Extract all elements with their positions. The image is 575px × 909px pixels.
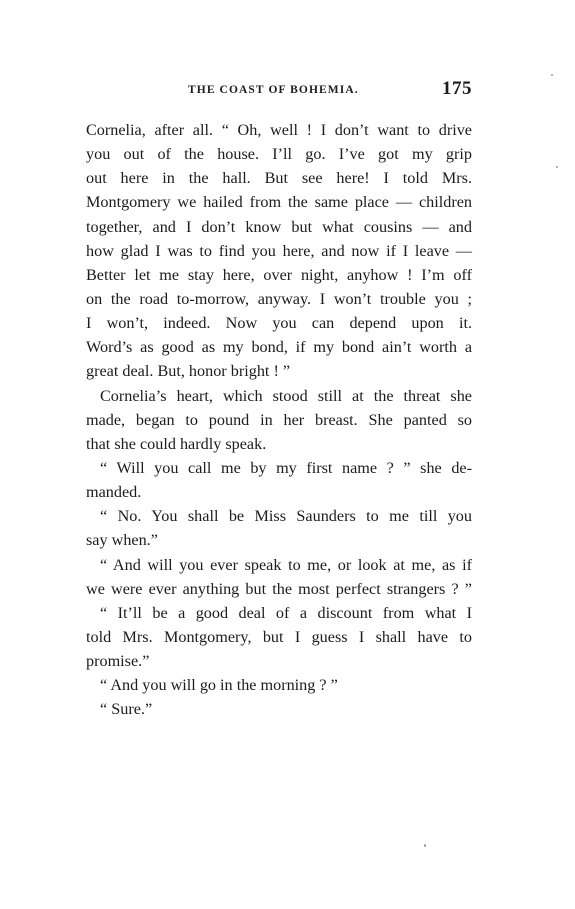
running-head: [86, 78, 472, 102]
body-text: [86, 118, 472, 722]
text-line: made, began to pound in her breast. She panted so: [86, 410, 472, 429]
paper-speck: [424, 844, 426, 847]
text-line: “ And you will go in the morning ? ”: [100, 676, 338, 695]
text-line: “ No. You shall be Miss Saunders to me till you: [100, 507, 472, 526]
text-line: “ Will you call me by my first name ? ” she de-: [100, 458, 472, 477]
text-line: great deal. But, honor bright ! ”: [86, 362, 291, 381]
text-line: Better let me stay here, over night, anyhow ! I’m off: [86, 265, 472, 284]
text-line: “ It’ll be a good deal of a discount from what I: [100, 603, 472, 622]
text-line: how glad I was to find you here, and now if I leave —: [86, 241, 472, 260]
paper-speck: [551, 74, 553, 76]
text-line: Cornelia’s heart, which stood still at the threat she: [100, 386, 472, 405]
text-line: out here in the hall. But see here! I told Mrs.: [86, 169, 472, 188]
text-line: you out of the house. I’ll go. I’ve got my grip: [86, 145, 472, 164]
text-line: Cornelia, after all. “ Oh, well ! I don’t want to drive: [86, 121, 472, 139]
text-line: I won’t, indeed. Now you can depend upon it.: [86, 314, 472, 333]
text-line: that she could hardly speak.: [86, 434, 267, 453]
text-line: promise.”: [86, 652, 150, 671]
paper-speck: [556, 166, 558, 168]
text-line: “ Sure.”: [100, 700, 153, 719]
text-line: manded.: [86, 483, 142, 502]
running-title: THE COAST OF BOHEMIA.: [188, 84, 359, 96]
text-line: say when.”: [86, 531, 158, 550]
page-number: 175: [442, 78, 472, 99]
text-line: Word’s as good as my bond, if my bond ain’t worth a: [86, 338, 472, 357]
text-line: we were ever anything but the most perfect strangers ? ”: [86, 579, 472, 598]
text-line: “ And will you ever speak to me, or look at me, as if: [100, 555, 472, 574]
text-line: on the road to-morrow, anyway. I won’t trouble you ;: [86, 289, 472, 308]
text-line: Montgomery we hailed from the same place — children: [86, 193, 472, 212]
text-line: told Mrs. Montgomery, but I guess I shall have to: [86, 627, 472, 646]
text-line: together, and I don’t know but what cousins — and: [86, 217, 472, 236]
